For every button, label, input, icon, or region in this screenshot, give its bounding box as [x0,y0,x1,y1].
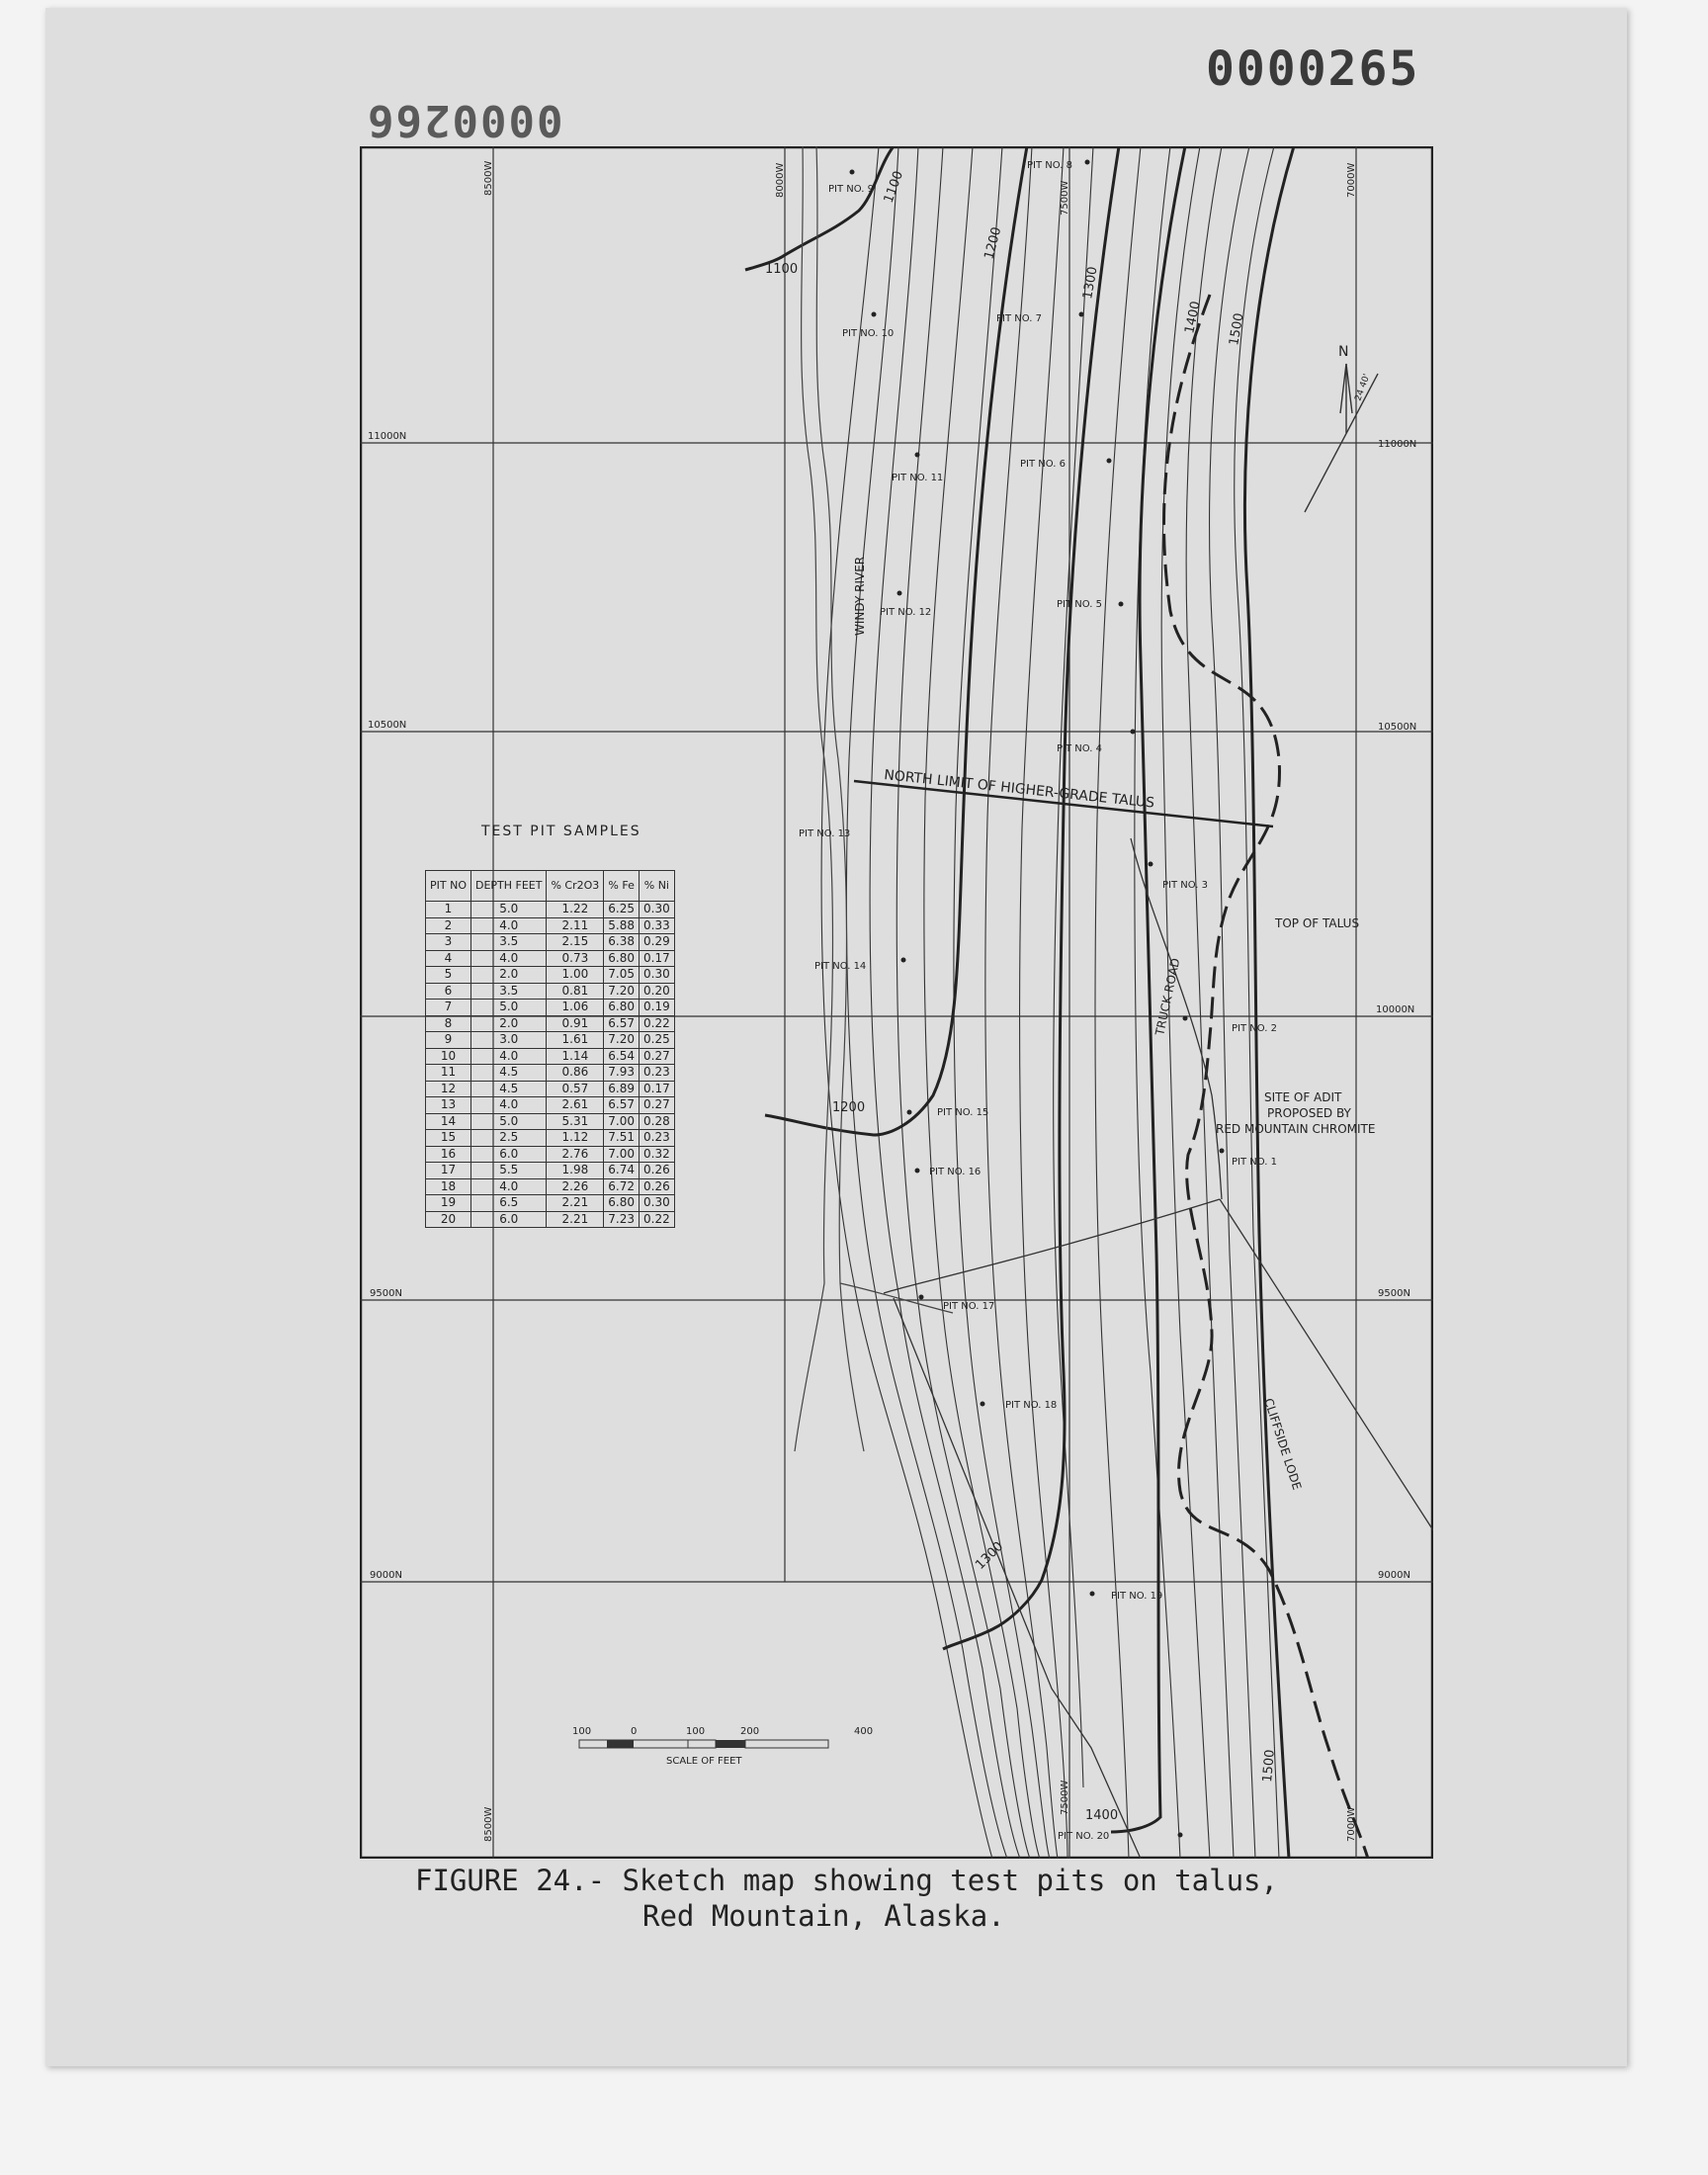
grid-label-9500n-right: 9500N [1378,1288,1410,1299]
table-cell: 0.17 [640,1081,675,1097]
scale-tick-0: 0 [631,1726,638,1737]
truck-road-label: TRUCK ROAD [1153,956,1183,1037]
table-cell: 4.5 [470,1065,547,1082]
table-cell: 7.20 [604,1032,640,1049]
table-cell: 3.5 [470,934,547,951]
pit-label-7: PIT NO. 7 [996,313,1042,324]
table-cell: 2.76 [547,1146,604,1163]
table-row [426,917,675,934]
table-cell: 7.00 [604,1113,640,1130]
grid-label-10500n-left: 10500N [368,720,407,731]
grid-label-8500w-bottom: 8500W [483,1806,494,1842]
table-cell: 20 [426,1211,471,1228]
cliffside-lode-label: CLIFFSIDE LODE [1261,1396,1305,1492]
table-cell: 7.93 [604,1065,640,1082]
table-cell: 0.30 [640,1195,675,1212]
table-row [426,1000,675,1016]
pit-label-20: PIT NO. 20 [1058,1831,1110,1842]
table-cell: 6.0 [470,1211,547,1228]
table-cell: 5.31 [547,1113,604,1130]
table-row [426,1146,675,1163]
table-cell: 2.0 [470,967,547,984]
table-cell: 6.80 [604,1195,640,1212]
contour-label-1400-bottom: 1400 [1085,1808,1119,1823]
table-cell: 7.23 [604,1211,640,1228]
table-body [426,902,675,1228]
table-row [426,1032,675,1049]
table-row [426,1097,675,1114]
table-cell: 16 [426,1146,471,1163]
contour-lines [821,146,1279,1859]
contour-label-1200-mid: 1200 [832,1100,866,1115]
table-cell: 0.26 [640,1163,675,1179]
table-cell: 0.26 [640,1178,675,1195]
table-cell: 4.5 [470,1081,547,1097]
scale-tick-400: 400 [854,1726,874,1737]
table-cell: 4.0 [470,1097,547,1114]
north-arrow-label: N [1338,344,1349,360]
grid-label-7500w-bottom: 7500W [1060,1780,1070,1815]
table-cell: 1.14 [547,1048,604,1065]
pit-label-17: PIT NO. 17 [943,1301,995,1312]
pit-label-6: PIT NO. 6 [1020,459,1066,470]
table-cell: 0.27 [640,1097,675,1114]
pit-label-15: PIT NO. 15 [937,1107,989,1118]
pit-label-8: PIT NO. 8 [1027,160,1072,171]
pit-label-13: PIT NO. 13 [799,828,851,839]
table-cell: 1 [426,902,471,918]
document-number: 0000265 [1206,42,1420,97]
table-cell: 6.57 [604,1015,640,1032]
table-cell: 2.61 [547,1097,604,1114]
contour-label-1500-bottom: 1500 [1260,1749,1278,1784]
table-cell: 1.06 [547,1000,604,1016]
pit-label-5: PIT NO. 5 [1057,599,1102,610]
pit-label-14: PIT NO. 14 [814,961,867,972]
column-header: % Fe [604,871,640,902]
table-cell: 0.30 [640,967,675,984]
top-of-talus-line [1164,295,1368,1859]
table-cell: 4.0 [470,1048,547,1065]
table-cell: 2.5 [470,1130,547,1147]
table-cell: 2.21 [547,1195,604,1212]
table-cell: 5.88 [604,917,640,934]
pit-label-18: PIT NO. 18 [1005,1400,1058,1411]
table-cell: 0.30 [640,902,675,918]
pit-label-12: PIT NO. 12 [880,607,932,618]
table-cell: 2.11 [547,917,604,934]
table-cell: 0.20 [640,983,675,1000]
table-cell: 6.57 [604,1097,640,1114]
table-row [426,902,675,918]
pit-label-4: PIT NO. 4 [1057,743,1102,754]
table-row [426,950,675,967]
table-cell: 0.86 [547,1065,604,1082]
grid-label-7000w-top: 7000W [1346,162,1357,198]
grid-label-10000n-right: 10000N [1376,1004,1415,1015]
pit-label-9: PIT NO. 9 [828,184,874,195]
table-cell: 3.0 [470,1032,547,1049]
document-number-mirrored: 0000266 [366,95,563,145]
scale-bar [572,1726,873,1767]
contour-label-1400-top: 1400 [1182,300,1204,335]
table-cell: 2.15 [547,934,604,951]
table-cell: 1.12 [547,1130,604,1147]
table-cell: 0.28 [640,1113,675,1130]
table-cell: 0.25 [640,1032,675,1049]
pit-label-2: PIT NO. 2 [1232,1023,1277,1034]
scale-tick-100: 100 [686,1726,706,1737]
table-cell: 6.74 [604,1163,640,1179]
column-header: % Ni [640,871,675,902]
grid-label-9000n-right: 9000N [1378,1570,1410,1581]
table-cell: 8 [426,1015,471,1032]
table-cell: 9 [426,1032,471,1049]
table-cell: 0.73 [547,950,604,967]
table-cell: 0.23 [640,1065,675,1082]
grid-label-11000n-left: 11000N [368,431,407,442]
pit-label-19: PIT NO. 19 [1111,1591,1163,1602]
caption-line-1: FIGURE 24.- Sketch map showing test pits on talus, [415,1864,1278,1897]
table-cell: 19 [426,1195,471,1212]
table-cell: 12 [426,1081,471,1097]
table-cell: 5 [426,967,471,984]
table-cell: 15 [426,1130,471,1147]
declination-label: 24 40' [1353,373,1373,403]
pit-label-10: PIT NO. 10 [842,328,895,339]
table-cell: 7.00 [604,1146,640,1163]
table-cell: 7 [426,1000,471,1016]
grid-label-10500n-right: 10500N [1378,722,1417,733]
table-cell: 7.51 [604,1130,640,1147]
table-cell: 1.22 [547,902,604,918]
table-cell: 5.5 [470,1163,547,1179]
table-row [426,934,675,951]
table-cell: 4.0 [470,917,547,934]
table-cell: 0.27 [640,1048,675,1065]
column-header: PIT NO [426,871,471,902]
table-cell: 4 [426,950,471,967]
table-cell: 18 [426,1178,471,1195]
table-cell: 2 [426,917,471,934]
table-cell: 7.05 [604,967,640,984]
pit-label-11: PIT NO. 11 [892,473,944,483]
table-row [426,1178,675,1195]
table-cell: 0.81 [547,983,604,1000]
table-row [426,1163,675,1179]
table-cell: 4.0 [470,950,547,967]
test-pit-samples-table [425,870,675,1228]
grid-label-9500n-left: 9500N [370,1288,402,1299]
caption-line-2: Red Mountain, Alaska. [642,1899,1005,1933]
north-limit-label: NORTH LIMIT OF HIGHER-GRADE TALUS [883,767,1155,812]
table-cell: 3.5 [470,983,547,1000]
contour-label-1100-top: 1100 [881,169,907,206]
contour-label-1100-left: 1100 [765,262,799,277]
table-cell: 5.0 [470,1000,547,1016]
figure-caption [297,1863,1463,1934]
table-cell: 6 [426,983,471,1000]
table-cell: 6.80 [604,950,640,967]
table-row [426,1113,675,1130]
table-row [426,1048,675,1065]
table-cell: 2.0 [470,1015,547,1032]
table-cell: 6.38 [604,934,640,951]
table-cell: 11 [426,1065,471,1082]
scale-tick-100-left: 100 [572,1726,592,1737]
grid-label-7000w-bottom: 7000W [1346,1806,1357,1842]
table-cell: 2.26 [547,1178,604,1195]
table-cell: 14 [426,1113,471,1130]
table-cell: 0.29 [640,934,675,951]
table-row [426,967,675,984]
grid-label-11000n-right: 11000N [1378,439,1417,450]
site-of-adit-label-3: RED MOUNTAIN CHROMITE [1216,1122,1376,1136]
table-row [426,983,675,1000]
table-cell: 6.25 [604,902,640,918]
grid-label-9000n-left: 9000N [370,1570,402,1581]
column-header: DEPTH FEET [470,871,547,902]
table-cell: 1.00 [547,967,604,984]
table-cell: 0.32 [640,1146,675,1163]
table-cell: 3 [426,934,471,951]
table-cell: 1.98 [547,1163,604,1179]
table-cell: 17 [426,1163,471,1179]
contour-label-1300-top: 1300 [1080,265,1101,301]
table-row [426,1015,675,1032]
table-cell: 6.80 [604,1000,640,1016]
table-cell: 13 [426,1097,471,1114]
pit-label-1: PIT NO. 1 [1232,1157,1277,1168]
table-cell: 0.19 [640,1000,675,1016]
table-cell: 0.22 [640,1015,675,1032]
table-cell: 7.20 [604,983,640,1000]
pit-label-3: PIT NO. 3 [1162,880,1208,891]
grid-label-7500w-top: 7500W [1060,180,1070,216]
scale-label: SCALE OF FEET [666,1756,742,1767]
windy-river [795,146,953,1451]
table-cell: 1.61 [547,1032,604,1049]
table-row [426,1130,675,1147]
table-cell: 10 [426,1048,471,1065]
site-of-adit-label-1: SITE OF ADIT [1264,1090,1342,1104]
table-cell: 6.72 [604,1178,640,1195]
contour-label-1500-top: 1500 [1227,311,1247,347]
contour-label-1300-bottom: 1300 [973,1538,1007,1573]
table-cell: 5.0 [470,1113,547,1130]
table-cell: 4.0 [470,1178,547,1195]
grid-label-8500w-top: 8500W [483,160,494,196]
table-cell: 6.89 [604,1081,640,1097]
windy-river-label: WINDY RIVER [853,556,867,636]
table-cell: 6.54 [604,1048,640,1065]
table-cell: 0.57 [547,1081,604,1097]
table-row [426,1211,675,1228]
column-header: % Cr2O3 [547,871,604,902]
table-row [426,1081,675,1097]
pit-label-16: PIT NO. 16 [929,1167,982,1177]
table-cell: 0.17 [640,950,675,967]
table-cell: 6.5 [470,1195,547,1212]
scale-tick-200: 200 [740,1726,760,1737]
table-cell: 5.0 [470,902,547,918]
table-cell: 6.0 [470,1146,547,1163]
top-of-talus-label: TOP OF TALUS [1275,916,1360,930]
site-of-adit-label-2: PROPOSED BY [1267,1106,1351,1120]
table-row [426,1195,675,1212]
grid-label-8000w-top: 8000W [775,162,786,198]
table-cell: 0.91 [547,1015,604,1032]
table-header-row [426,871,675,902]
table-title: TEST PIT SAMPLES [481,824,641,839]
table-cell: 0.23 [640,1130,675,1147]
table-cell: 2.21 [547,1211,604,1228]
table-row [426,1065,675,1082]
table-cell: 0.33 [640,917,675,934]
table-cell: 0.22 [640,1211,675,1228]
contour-label-1200-top: 1200 [982,225,1005,262]
